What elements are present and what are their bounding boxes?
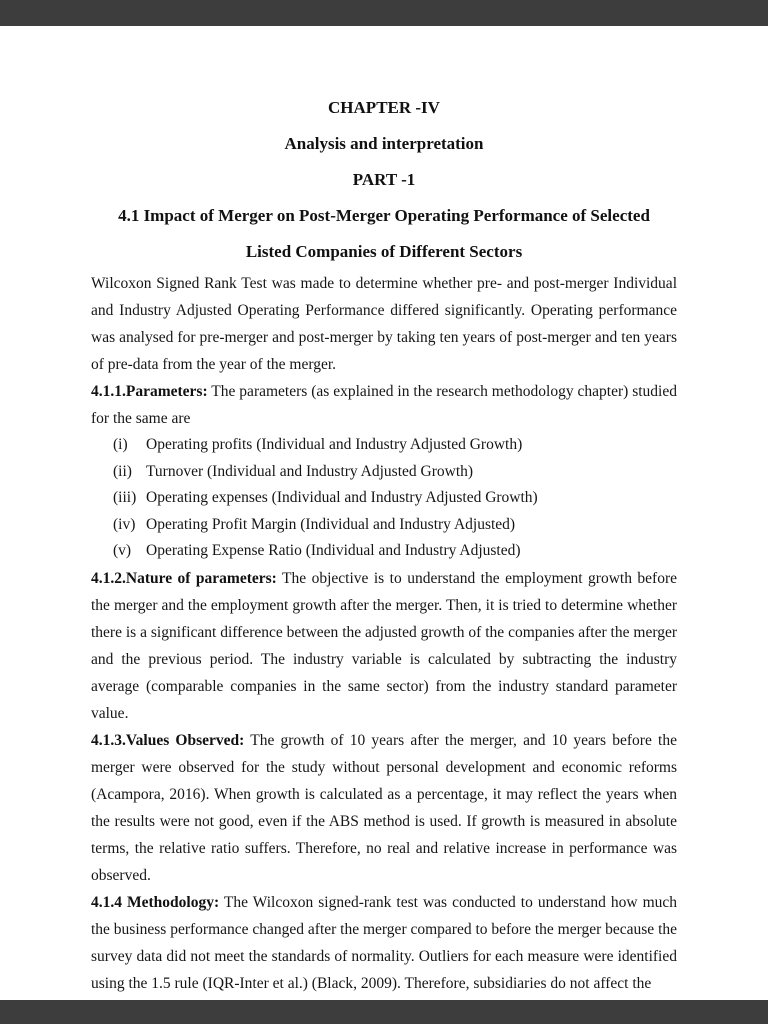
- nature-paragraph: [91, 565, 677, 727]
- list-text: Operating Expense Ratio (Individual and Industry Adjusted): [146, 542, 521, 559]
- values-observed-paragraph: [91, 727, 677, 889]
- nature-heading-label: 4.1.2.Nature of parameters:: [91, 569, 277, 587]
- list-marker: (iv): [113, 515, 136, 533]
- list-item: [113, 512, 677, 539]
- list-text: Operating expenses (Individual and Industry Adjusted Growth): [146, 489, 538, 506]
- intro-paragraph: Wilcoxon Signed Rank Test was made to determine whether pre- and post-merger Individual and Industry Adjusted Operating Performance differed significantly. Operating performance was analysed for pre-merger and post-merger by taking ten years of post-merger and ten years of pre-data from the year of the merger.: [91, 275, 677, 373]
- list-marker: (i): [113, 436, 128, 453]
- methodology-paragraph: [91, 889, 677, 997]
- list-item: [113, 432, 677, 459]
- methodology-heading-label: 4.1.4 Methodology:: [91, 893, 220, 911]
- part-heading: PART -1: [352, 170, 416, 189]
- nature-text: The objective is to understand the employment growth before the merger and the employment growth after the merger. Then, it is tried to determine whether there is a significant difference between the adjusted growth of the companies after the merger and the previous period. The industry variable is calculated by subtracting the industry average (comparable companies in the same sector) from the industry standard parameter value.: [91, 569, 677, 722]
- parameters-lead-text: The parameters (as explained in the research methodology chapter) studied for the same are: [91, 383, 677, 427]
- parameters-heading-label: 4.1.1.Parameters:: [91, 383, 208, 400]
- viewer-top-bar: [0, 0, 768, 26]
- list-marker: (ii): [113, 462, 132, 480]
- methodology-text: The Wilcoxon signed-rank test was conducted to understand how much the business performance changed after the merger compared to before the merger because the survey data did not meet the standards of normality. Outliers for each measure were identified using the 1.5 rule (IQR-Inter et al.) (Black, 2009). Therefore, subsidiaries do not affect the: [91, 893, 678, 992]
- values-observed-heading-label: 4.1.3.Values Observed:: [91, 731, 245, 749]
- list-marker: (v): [113, 542, 132, 559]
- list-text: Operating profits (Individual and Industry Adjusted Growth): [146, 436, 523, 453]
- list-text: Operating Profit Margin (Individual and Industry Adjusted): [146, 515, 516, 533]
- list-item: [113, 538, 677, 565]
- document-page: [0, 26, 768, 1000]
- list-text: Turnover (Individual and Industry Adjusted Growth): [146, 462, 474, 480]
- section-heading-line2: Listed Companies of Different Sectors: [245, 242, 523, 261]
- chapter-heading: CHAPTER -IV: [328, 98, 440, 117]
- list-item: [113, 459, 677, 486]
- chapter-subheading: Analysis and interpretation: [284, 134, 484, 153]
- parameter-list: [91, 432, 677, 565]
- list-item: [113, 485, 677, 512]
- viewer-bottom-bar: [0, 1000, 768, 1024]
- section-heading-line1: 4.1 Impact of Merger on Post-Merger Operating Performance of Selected: [118, 206, 650, 225]
- values-observed-text: The growth of 10 years after the merger, and 10 years before the merger were observed for the study without personal development and economic reforms (Acampora, 2016). When growth is calculated as a percentage, it may reflect the years when the results were not good, even if the ABS method is used. If growth is measured in absolute terms, the relative ratio suffers. Therefore, no real and relative increase in performance was observed.: [91, 731, 677, 884]
- list-marker: (iii): [113, 489, 137, 506]
- parameters-paragraph: [91, 378, 677, 432]
